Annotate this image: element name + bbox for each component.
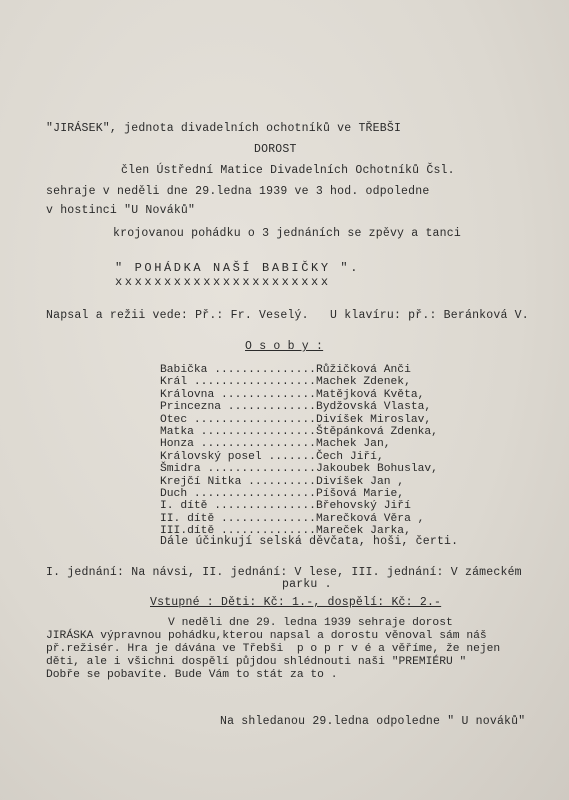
cast-row <box>160 414 438 426</box>
role-name: I. dítě <box>160 500 208 513</box>
leader-dots: ................. <box>193 438 316 451</box>
actor-name: Divíšek Jan , <box>315 475 405 488</box>
membership-line: člen Ústřední Matice Divadelních Ochotníků Čsl. <box>121 164 455 177</box>
leader-dots: ............. <box>221 401 316 414</box>
society-name-line: "JIRÁSEK", jednota divadelních ochotníků ve TŘEBŠI <box>46 122 402 135</box>
leader-dots: ................. <box>193 426 316 439</box>
leader-dots: .................. <box>187 413 316 426</box>
actor-name: Píšová Marie, <box>315 488 405 501</box>
cast-row <box>160 438 438 450</box>
acts-line: I. jednání: Na návsi, II. jednání: V lese, III. jednání: V zámeckém <box>46 566 522 579</box>
actor-name: Bydžovská Vlasta, <box>315 401 432 414</box>
leader-dots: .............. <box>214 525 316 538</box>
role-name: Královna <box>160 388 215 401</box>
cast-list <box>160 364 438 538</box>
closing-paragraph: V neděli dne 29. ledna 1939 sehraje dorost JIRÁSKA výpravnou pohádku,kterou napsal a dorostu věnoval sám náš př.režisér. Hra je dávána ve Třebši p o p r v é a věříme, že nejen děti, ale i všichni dospělí půjdou shlédnouti naši "PREMIÉRU " Dobře se pobavíte. Bude Vám to stát za to . <box>46 617 501 681</box>
actor-name: Machek Jan, <box>315 438 391 451</box>
leader-dots: ....... <box>261 450 316 463</box>
title-underline: xxxxxxxxxxxxxxxxxxxxxx <box>115 275 331 289</box>
leader-dots: .............. <box>214 512 316 525</box>
cast-row <box>160 364 438 376</box>
role-name: II. dítě <box>160 512 215 525</box>
play-description: krojovanou pohádku o 3 jednáních se zpěvy a tanci <box>113 227 461 240</box>
venue-line: v hostinci "U Nováků" <box>46 204 196 217</box>
acts-line-continued: parku . <box>282 578 332 591</box>
actor-name: Machek Zdenek, <box>315 376 411 389</box>
leader-dots: .................. <box>187 376 316 389</box>
cast-row <box>160 376 438 388</box>
cast-row <box>160 451 438 463</box>
credits-line: Napsal a režii vede: Př.: Fr. Veselý. U klavíru: př.: Beránková V. <box>46 309 529 322</box>
youth-section-label: DOROST <box>254 143 297 156</box>
actor-name: Divíšek Miroslav, <box>315 413 432 426</box>
cast-row <box>160 500 438 512</box>
leader-dots: ............... <box>207 364 316 376</box>
actor-name: Růžičková Anči <box>315 364 411 376</box>
role-name: Šmidra <box>160 463 201 476</box>
role-name: Otec <box>160 413 188 426</box>
role-name: Krejčí Nitka <box>160 475 242 488</box>
role-name: Princezna <box>160 401 222 414</box>
cast-row <box>160 476 438 488</box>
cast-row <box>160 488 438 500</box>
extras-line: Dále účinkují selská děvčata, hoši, čerti. <box>160 535 459 548</box>
leader-dots: ............... <box>207 500 316 513</box>
leader-dots: .................. <box>187 488 316 501</box>
actor-name: Břehovský Jiří <box>315 500 411 513</box>
cast-row <box>160 513 438 525</box>
farewell-line: Na shledanou 29.ledna odpoledne " U nováků" <box>220 715 526 728</box>
role-name: Královský posel <box>160 450 262 463</box>
actor-name: Čech Jiří, <box>315 450 384 463</box>
cast-row <box>160 401 438 413</box>
leader-dots: ................ <box>200 463 316 476</box>
admission-line: Vstupné : Děti: Kč: 1.-, dospělí: Kč: 2.- <box>150 596 442 609</box>
actor-name: Matějková Květa, <box>315 388 425 401</box>
role-name: III.dítě <box>160 525 215 538</box>
leader-dots: .............. <box>214 388 316 401</box>
role-name: Matka <box>160 426 194 439</box>
role-name: Král <box>160 376 188 389</box>
cast-row <box>160 463 438 475</box>
performance-date-line: sehraje v neděli dne 29.ledna 1939 ve 3 hod. odpoledne <box>46 185 430 198</box>
actor-name: Jakoubek Bohuslav, <box>315 463 438 476</box>
actor-name: Štěpánková Zdenka, <box>315 426 438 439</box>
role-name: Babička <box>160 364 208 376</box>
cast-row <box>160 426 438 438</box>
role-name: Duch <box>160 488 188 501</box>
actor-name: Mareček Jarka, <box>315 525 411 538</box>
cast-heading: O s o b y : <box>245 340 324 353</box>
leader-dots: .......... <box>241 475 316 488</box>
play-title: " POHÁDKA NAŠÍ BABIČKY ". <box>115 261 361 275</box>
actor-name: Marečková Věra , <box>315 512 425 525</box>
role-name: Honza <box>160 438 194 451</box>
cast-row <box>160 389 438 401</box>
